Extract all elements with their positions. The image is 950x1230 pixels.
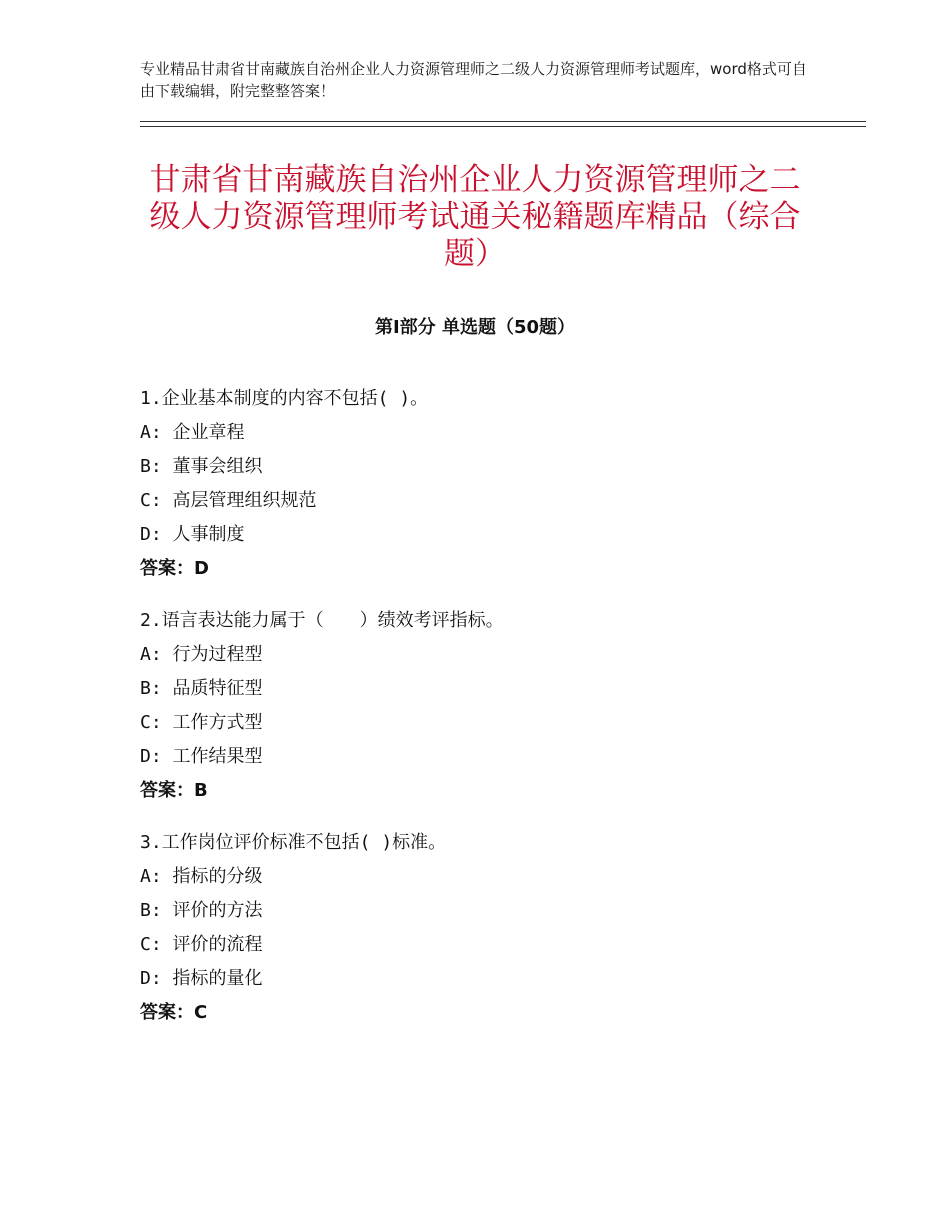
question-1 (140, 382, 860, 586)
option-c: C: 高层管理组织规范 (140, 490, 317, 511)
header-divider (140, 121, 866, 127)
option-b: B: 品质特征型 (140, 678, 263, 699)
option-a: A: 企业章程 (140, 422, 245, 443)
option-a: A: 行为过程型 (140, 644, 263, 665)
answer-line: 答案：D (140, 558, 209, 579)
option-b: B: 评价的方法 (140, 900, 263, 921)
option-a: A: 指标的分级 (140, 866, 263, 887)
option-d: D: 人事制度 (140, 524, 245, 545)
option-d: D: 指标的量化 (140, 968, 263, 989)
question-stem: 3.工作岗位评价标准不包括( )标准。 (140, 832, 447, 853)
answer-line: 答案：B (140, 780, 208, 801)
option-b: B: 董事会组织 (140, 456, 263, 477)
section-heading: 第Ⅰ部分 单选题（50题） (374, 317, 575, 338)
question-3 (140, 826, 860, 1030)
option-d: D: 工作结果型 (140, 746, 263, 767)
answer-line: 答案：C (140, 1002, 208, 1023)
option-c: C: 工作方式型 (140, 712, 263, 733)
header-note: 专业精品甘肃省甘南藏族自治州企业人力资源管理师之二级人力资源管理师考试题库，word格式可自由下载编辑，附完整整答案！ (140, 60, 807, 100)
document-title: 甘肃省甘南藏族自治州企业人力资源管理师之二级人力资源管理师考试通关秘籍题库精品（综合题） (149, 162, 801, 272)
question-stem: 2.语言表达能力属于（ ）绩效考评指标。 (140, 610, 504, 631)
question-list (140, 382, 860, 1048)
option-c: C: 评价的流程 (140, 934, 263, 955)
question-stem: 1.企业基本制度的内容不包括( )。 (140, 388, 429, 409)
question-2 (140, 604, 860, 808)
